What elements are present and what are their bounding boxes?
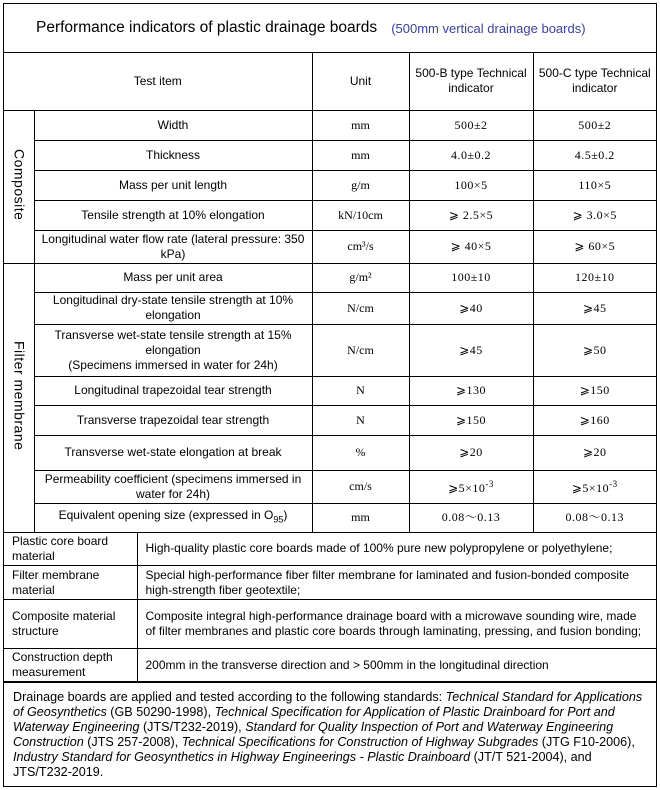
sheet-subtitle: (500mm vertical drainage boards) [391,20,586,36]
value-500b: 500±2 [409,110,533,140]
value-exponent: -3 [485,479,494,489]
unit-cell: kN/10cm [312,200,409,230]
unit-cell: g/m [312,170,409,200]
standards-text: (JTG F10-2006), [538,735,635,749]
value-500b: ⩾150 [409,405,533,435]
unit-cell: N/cm [312,324,409,376]
group-filter-membrane [4,263,34,532]
group-composite-label: Composite [11,148,28,221]
value-500c: ⩾50 [533,324,656,376]
group-composite [4,110,34,263]
unit-cell: cm/s [312,470,409,503]
table-row [4,376,656,405]
value-500b: ⩾20 [409,435,533,470]
spec-sheet [3,3,657,787]
standards-text: (JTS 257-2008), [83,735,182,749]
table-row [4,405,656,435]
value-base: ⩾5×10 [571,481,610,495]
standard-title: Technical Specification for Application of Plastic Drainboard for Port and Waterway Engineering [13,705,615,734]
sheet-title: Performance indicators of plastic drainage boards [36,19,378,36]
standards-paragraph [4,682,656,780]
unit-cell: N/cm [312,292,409,324]
title-row [4,4,656,53]
table-row [4,263,656,292]
item-cell: Longitudinal dry-state tensile strength at 10% elongation [34,292,312,324]
standard-title: Industry Standard for Geosynthetics in Highway Engineerings - Plastic Drainboard [13,750,471,764]
standards-text: (JTS/T232-2019), [139,720,246,734]
table-row [4,292,656,324]
table-row [4,200,656,230]
header-unit: Unit [312,53,409,110]
info-text: 200mm in the transverse direction and > 500mm in the longitudinal direction [137,649,656,682]
unit-cell: N [312,376,409,405]
info-row [4,649,656,682]
table-row [4,435,656,470]
item-cell: Permeability coefficient (specimens immersed in water for 24h) [34,470,312,503]
item-line: Transverse wet-state tensile strength at 15% elongation [54,327,292,357]
header-500c: 500-C type Technical indicator [533,53,656,110]
item-cell: Longitudinal trapezoidal tear strength [34,376,312,405]
item-cell: Transverse wet-state elongation at break [34,435,312,470]
group-filter-label: Filter membrane [11,340,28,451]
header-row [4,53,656,110]
value-500c: 4.5±0.2 [533,140,656,170]
standard-title: Technical Specifications for Construction of Highway Subgrades [181,735,539,749]
value-500c: ⩾160 [533,405,656,435]
value-500b: 100×5 [409,170,533,200]
info-text: Composite integral high-performance drainage board with a microwave sounding wire, made of filter membranes and plastic core boards through laminating, pressing, and fusion bonding; [137,600,656,649]
unit-cell: cm³/s [312,230,409,263]
header-test-item: Test item [4,53,312,110]
item-text-end: ) [283,507,288,522]
item-cell: Thickness [34,140,312,170]
item-cell: Mass per unit area [34,263,312,292]
value-500b: ⩾45 [409,324,533,376]
value-500b: ⩾40 [409,292,533,324]
value-base: ⩾5×10 [448,481,486,495]
performance-table [4,53,656,533]
info-label: Filter membrane material [4,566,137,600]
item-text: Equivalent opening size (expressed in O [58,507,274,522]
info-row [4,566,656,600]
item-cell: Mass per unit length [34,170,312,200]
value-500c: 500±2 [533,110,656,140]
value-500c: 0.08～0.13 [533,503,656,532]
value-500b: 100±10 [409,263,533,292]
info-label: Composite material structure [4,600,137,649]
value-exponent: -3 [609,479,618,489]
value-500c: ⩾20 [533,435,656,470]
table-row [4,324,656,376]
value-500c: ⩾ 3.0×5 [533,200,656,230]
value-500b: ⩾130 [409,376,533,405]
value-500c: 110×5 [533,170,656,200]
table-row [4,140,656,170]
item-subscript: 95 [273,514,284,525]
info-text: High-quality plastic core boards made of 100% pure new polypropylene or polyethylene; [137,533,656,566]
table-row [4,470,656,503]
value-500b: 0.08～0.13 [409,503,533,532]
table-row [4,503,656,532]
value-500b [409,470,533,503]
unit-cell: % [312,435,409,470]
value-500c: ⩾ 60×5 [533,230,656,263]
item-cell: Tensile strength at 10% elongation [34,200,312,230]
standard-title: Standard for Quality Inspection of Port and Waterway Engineering Construction [13,720,614,749]
value-500c: ⩾45 [533,292,656,324]
item-cell [34,324,312,376]
unit-cell: mm [312,503,409,532]
unit-cell: mm [312,110,409,140]
info-row [4,600,656,649]
info-row [4,533,656,566]
unit-cell: mm [312,140,409,170]
value-500b: ⩾ 40×5 [409,230,533,263]
table-row [4,110,656,140]
value-500b: ⩾ 2.5×5 [409,200,533,230]
standards-text: Drainage boards are applied and tested according to the following standards: [13,690,446,704]
value-500c [533,470,656,503]
info-label: Construction depth measurement [4,649,137,682]
standards-text: (JT/T 521-2004), and JTS/T232-2019. [13,750,592,779]
item-cell: Transverse trapezoidal tear strength [34,405,312,435]
material-info-table [4,533,656,683]
item-line: (Specimens immersed in water for 24h) [68,357,278,372]
item-cell [34,503,312,532]
unit-cell: N [312,405,409,435]
header-500b: 500-B type Technical indicator [409,53,533,110]
unit-cell: g/m² [312,263,409,292]
standards-text: (GB 50290-1998), [106,705,215,719]
standard-title: Technical Standard for Applications of Geosynthetics [13,690,643,719]
info-label: Plastic core board material [4,533,137,566]
info-text: Special high-performance fiber filter membrane for laminated and fusion-bonded composite high-strength fiber geotextile; [137,566,656,600]
value-500c: ⩾150 [533,376,656,405]
value-500b: 4.0±0.2 [409,140,533,170]
item-cell: Width [34,110,312,140]
item-cell: Longitudinal water flow rate (lateral pressure: 350 kPa) [34,230,312,263]
table-row [4,230,656,263]
value-500c: 120±10 [533,263,656,292]
table-row [4,170,656,200]
